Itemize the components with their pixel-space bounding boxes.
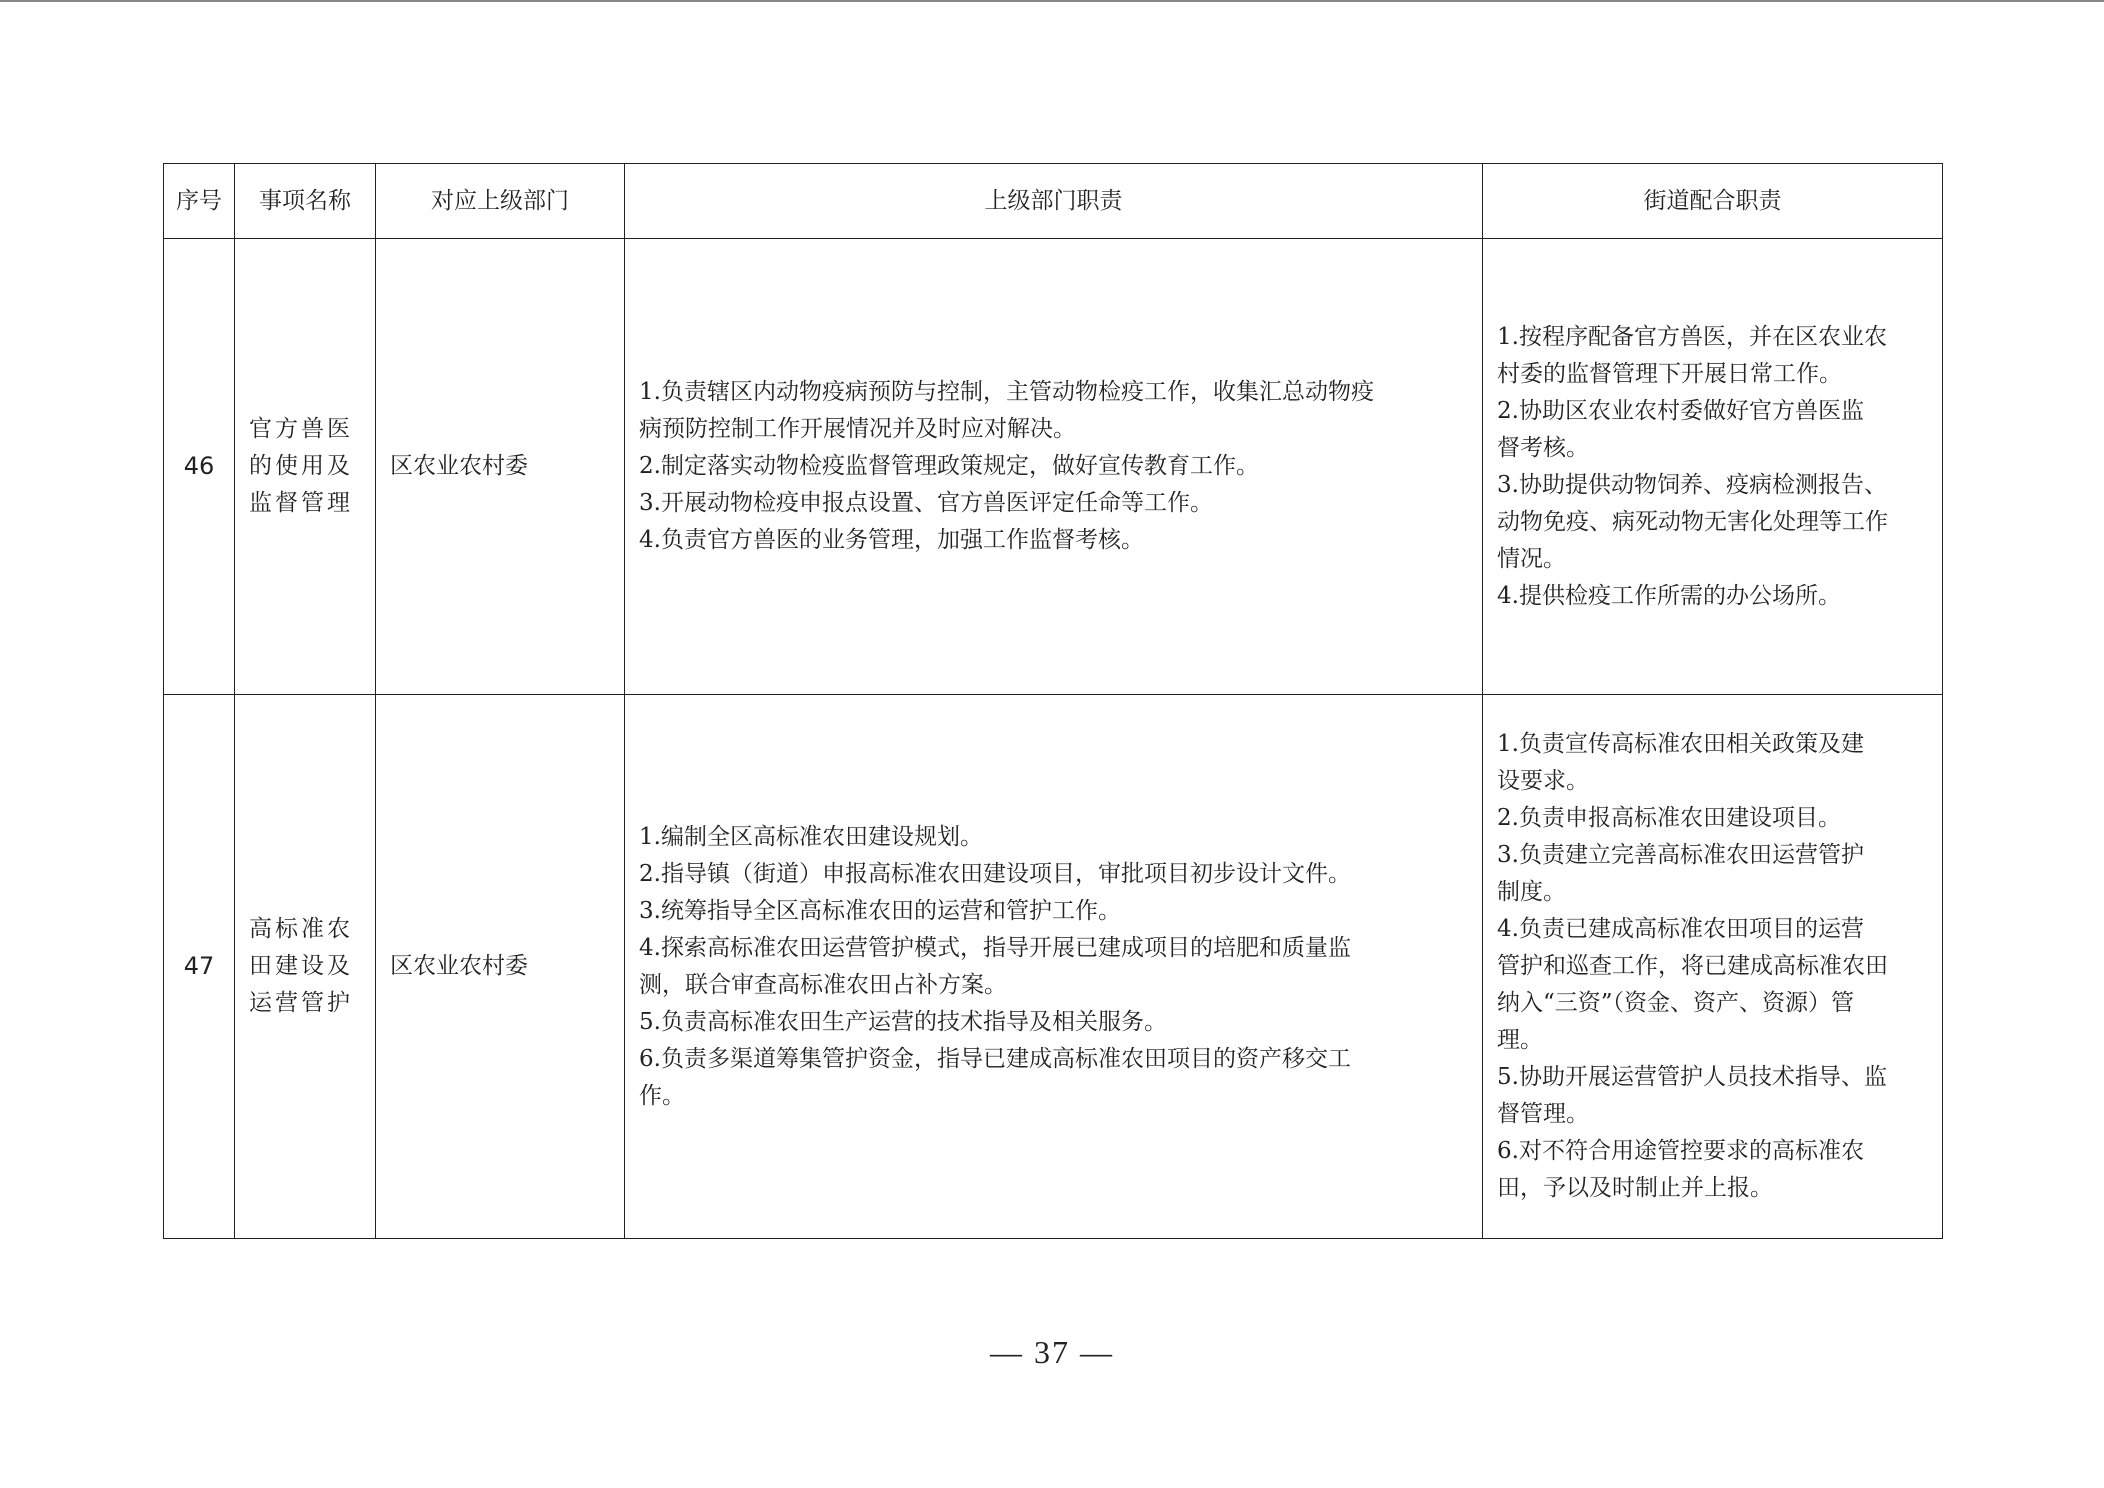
duty-line: 2.协助区农业农村委做好官方兽医监 [1497,397,1864,424]
duty-line: 督管理。 [1497,1101,1589,1127]
street-duties-list [1497,319,1928,615]
item-name-line: 官方兽医 [249,416,353,442]
duty-line: 田，予以及时制止并上报。 [1497,1175,1773,1201]
row-number: 46 [164,239,235,695]
duty-line: 管护和巡查工作，将已建成高标准农田 [1497,953,1888,979]
duty-line: 3.负责建立完善高标准农田运营管护 [1497,842,1864,868]
duty-line: 设要求。 [1497,768,1589,794]
dept-duties [625,695,1483,1239]
header-dept-duties: 上级部门职责 [625,164,1483,239]
duty-line: 5.负责高标准农田生产运营的技术指导及相关服务。 [639,1008,1167,1035]
duty-line: 2.制定落实动物检疫监督管理政策规定，做好宣传教育工作。 [639,453,1259,479]
duty-line: 4.提供检疫工作所需的办公场所。 [1497,582,1841,609]
duty-line: 2.指导镇（街道）申报高标准农田建设项目，审批项目初步设计文件。 [639,860,1351,887]
duty-line: 3.开展动物检疫申报点设置、官方兽医评定任命等工作。 [639,490,1213,516]
header-row [164,164,1943,239]
duty-line: 纳入“三资”（资金、资产、资源）管 [1497,990,1855,1016]
duty-line: 4.负责官方兽医的业务管理，加强工作监督考核。 [639,527,1144,553]
street-duties [1483,239,1943,695]
duty-line: 1.负责宣传高标准农田相关政策及建 [1497,731,1864,757]
duty-line: 作。 [639,1082,685,1109]
row-number: 47 [164,695,235,1239]
duty-line: 5.协助开展运营管护人员技术指导、监 [1497,1064,1887,1090]
header-number: 序号 [164,164,235,239]
duty-line: 测，联合审查高标准农田占补方案。 [639,971,1007,998]
item-name-line: 的使用及 [249,453,353,479]
duty-line: 制度。 [1497,879,1566,905]
duty-line: 动物免疫、病死动物无害化处理等工作 [1497,508,1888,535]
header-item-name: 事项名称 [235,164,376,239]
duty-line: 情况。 [1497,545,1566,572]
duty-line: 督考核。 [1497,434,1589,461]
street-duties-list [1497,726,1928,1207]
duty-line: 6.负责多渠道筹集管护资金，指导已建成高标准农田项目的资产移交工 [639,1045,1351,1072]
duty-line: 1.按程序配备官方兽医，并在区农业农 [1497,323,1887,350]
top-border-line [0,0,2104,2]
dept-duties [625,239,1483,695]
duty-line: 病预防控制工作开展情况并及时应对解决。 [639,416,1076,442]
header-street-duties: 街道配合职责 [1483,164,1943,239]
item-name-line: 田建设及 [249,953,353,979]
header-dept: 对应上级部门 [376,164,625,239]
item-name [235,695,376,1239]
duty-line: 4.探索高标准农田运营管护模式，指导开展已建成项目的培肥和质量监 [639,934,1351,961]
duty-table [163,163,1943,1239]
table-header [164,164,1943,239]
duty-line: 4.负责已建成高标准农田项目的运营 [1497,916,1864,942]
item-name-line: 高标准农 [249,916,353,942]
page-number: — 37 — [990,1334,1114,1370]
item-name [235,239,376,695]
duty-line: 3.协助提供动物饲养、疫病检测报告、 [1497,471,1887,498]
dept-duties-list [639,374,1468,559]
duty-line: 6.对不符合用途管控要求的高标准农 [1497,1138,1864,1164]
duty-line: 理。 [1497,1027,1543,1053]
item-name-line: 运营管护 [249,990,353,1016]
item-name-line: 监督管理 [249,490,353,516]
dept-name: 区农业农村委 [376,695,625,1239]
duty-line: 1.编制全区高标准农田建设规划。 [639,823,983,850]
duty-line: 3.统筹指导全区高标准农田的运营和管护工作。 [639,897,1121,924]
street-duties [1483,695,1943,1239]
table-row [164,695,1943,1239]
table-row [164,239,1943,695]
duty-line: 村委的监督管理下开展日常工作。 [1497,360,1842,387]
duty-line: 1.负责辖区内动物疫病预防与控制，主管动物检疫工作，收集汇总动物疫 [639,379,1374,405]
dept-duties-list [639,819,1468,1115]
duty-line: 2.负责申报高标准农田建设项目。 [1497,805,1841,831]
dept-name: 区农业农村委 [376,239,625,695]
